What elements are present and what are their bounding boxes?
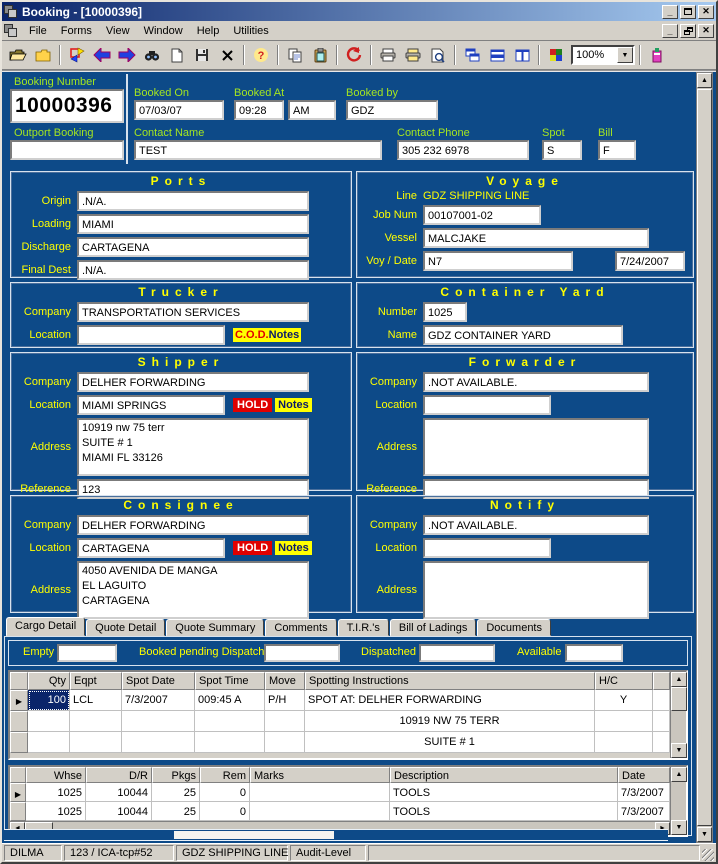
detail-cell-dr[interactable]: 10044 (86, 783, 152, 802)
voyage-title: Voyage (486, 174, 564, 188)
minimize-button[interactable]: _ (662, 5, 678, 19)
detail-cell-date[interactable]: 7/3/2007 (618, 783, 670, 802)
cargo-cell-move[interactable] (265, 711, 305, 732)
contact-phone-field[interactable]: 305 232 6978 (397, 140, 529, 160)
final-dest-label: Final Dest (21, 264, 71, 276)
form-vscrollbar[interactable] (696, 72, 713, 843)
detail-col-dr[interactable]: D/R (86, 767, 152, 783)
vessel-label: Vessel (384, 232, 417, 244)
cargo-cell-instructions[interactable]: 10919 NW 75 TERR (305, 711, 595, 732)
scroll-thumb[interactable] (671, 687, 687, 711)
origin-label: Origin (41, 195, 71, 207)
shipper-location-label: Location (29, 399, 71, 411)
toolbar (2, 41, 716, 70)
colors-icon[interactable] (544, 44, 568, 67)
detail-col-date[interactable]: Date (618, 767, 670, 783)
scroll-thumb[interactable] (174, 831, 334, 839)
status-filler (368, 845, 700, 861)
shipper-company-field[interactable]: DELHER FORWARDING (77, 372, 309, 392)
consignee-location-label: Location (29, 542, 71, 554)
booking-number-field[interactable]: 10000396 (10, 89, 124, 123)
notify-company-label: Company (369, 519, 417, 531)
contact-name-field[interactable]: TEST (134, 140, 382, 160)
detail-cell-pkgs[interactable]: 25 (152, 802, 200, 821)
tile-horizontal-icon[interactable] (485, 44, 509, 67)
notify-address-field[interactable] (423, 561, 649, 619)
tab-bar (6, 617, 692, 636)
origin-field[interactable]: .N/A. (77, 191, 309, 211)
cy-name-field[interactable]: GDZ CONTAINER YARD (423, 325, 623, 345)
cargo-cell-move[interactable]: P/H (265, 690, 305, 711)
cargo-col-eqpt[interactable]: Eqpt (70, 672, 122, 690)
cargo-col-spot-time[interactable]: Spot Time (195, 672, 265, 690)
menu-window[interactable]: Window (143, 24, 183, 37)
exit-icon[interactable] (645, 44, 669, 67)
detail-cell-dr[interactable]: 10044 (86, 802, 152, 821)
cargo-cell-eqpt[interactable] (70, 732, 122, 753)
empty-label: Empty (23, 646, 55, 658)
spot-field[interactable]: S (542, 140, 582, 160)
cargo-cell-qty[interactable] (28, 732, 70, 753)
scroll-down-icon[interactable]: ▼ (697, 827, 712, 842)
trucker-location-field[interactable] (77, 325, 225, 345)
notify-location-field[interactable] (423, 538, 551, 558)
detail-cell-marks[interactable] (250, 783, 390, 802)
forwarder-company-label: Company (369, 376, 417, 388)
status-session: 123 / ICA-tcp#52 (64, 845, 174, 861)
consignee-notes-badge[interactable]: Notes (275, 541, 312, 555)
container-yard-title: Container Yard (440, 285, 610, 299)
mdi-restore-button[interactable] (680, 24, 696, 38)
forwarder-location-label: Location (375, 399, 417, 411)
detail-col-rem[interactable]: Rem (200, 767, 250, 783)
booked-at-ampm-field[interactable]: AM (288, 100, 336, 120)
detail-col-description[interactable]: Description (390, 767, 618, 783)
spot-label: Spot (542, 127, 565, 139)
title-bar[interactable] (2, 2, 716, 21)
trucker-company-field[interactable]: TRANSPORTATION SERVICES (77, 302, 309, 322)
trucker-company-label: Company (23, 306, 71, 318)
consignee-title: Consignee (123, 498, 239, 512)
help-icon[interactable] (249, 44, 273, 67)
row-selector[interactable] (10, 732, 28, 753)
menu-bar (2, 21, 716, 41)
forwarder-address-label: Address (376, 441, 417, 453)
cargo-col-selector (10, 672, 28, 690)
detail-col-whse[interactable]: Whse (26, 767, 86, 783)
save-icon[interactable] (190, 44, 214, 67)
line-label: Line (396, 190, 417, 202)
booked-on-label: Booked On (134, 87, 190, 99)
detail-cell-whse[interactable]: 1025 (26, 783, 86, 802)
available-label: Available (517, 646, 562, 658)
discharge-label: Discharge (21, 241, 71, 253)
voyage-field[interactable]: N7 (423, 251, 573, 271)
detail-cell-date[interactable]: 7/3/2007 (618, 802, 670, 821)
tab-quote-detail[interactable]: Quote Detail (86, 619, 165, 636)
refresh-icon[interactable] (342, 44, 366, 67)
tab-quote-summary[interactable]: Quote Summary (166, 619, 264, 636)
cargo-col-qty[interactable]: Qty (28, 672, 70, 690)
open-icon[interactable] (6, 44, 30, 67)
forwarder-panel (356, 352, 694, 495)
new-doc-icon[interactable] (165, 44, 189, 67)
container-yard-panel (356, 282, 694, 348)
shipper-address-label: Address (30, 441, 71, 453)
paste-icon[interactable] (308, 44, 332, 67)
loading-label: Loading (31, 218, 71, 230)
detail-cell-whse[interactable]: 1025 (26, 802, 86, 821)
voy-date-label: Voy / Date (366, 255, 417, 267)
status-bar (2, 843, 716, 862)
resize-grip[interactable] (702, 849, 714, 861)
form-hscrollbar[interactable] (4, 829, 668, 841)
cargo-cell-instructions[interactable]: SPOT AT: DELHER FORWARDING (305, 690, 595, 711)
booked-at-label: Booked At (234, 87, 285, 99)
print-icon[interactable] (376, 44, 400, 67)
cy-name-label: Name (387, 329, 417, 341)
zoom-combo[interactable] (571, 45, 635, 65)
vessel-field[interactable]: MALCJAKE (423, 228, 649, 248)
line-value: GDZ SHIPPING LINE (423, 190, 530, 202)
scroll-down-icon[interactable]: ▼ (671, 820, 687, 835)
trucker-panel (10, 282, 352, 348)
shipper-title: Shipper (137, 355, 225, 369)
contact-phone-label: Contact Phone (397, 127, 470, 139)
contact-name-label: Contact Name (134, 127, 205, 139)
notify-company-field[interactable]: .NOT AVAILABLE. (423, 515, 649, 535)
dispatch-summary-bar (8, 640, 688, 666)
notify-title: Notify (490, 498, 560, 512)
prev-icon[interactable] (90, 44, 114, 67)
detail-cell-description[interactable]: TOOLS (390, 783, 618, 802)
cargo-cell-spot-time[interactable] (195, 732, 265, 753)
ports-panel (10, 171, 352, 278)
booked-by-label: Booked by (346, 87, 398, 99)
trucker-location-label: Location (29, 329, 71, 341)
cargo-grid (8, 670, 688, 760)
cargo-col-move[interactable]: Move (265, 672, 305, 690)
app-icon (4, 5, 18, 19)
browse-icon[interactable] (65, 44, 89, 67)
bill-field[interactable]: F (598, 140, 636, 160)
notify-panel (356, 495, 694, 613)
consignee-panel (10, 495, 352, 613)
dispatched-label: Dispatched (361, 646, 417, 658)
next-icon[interactable] (115, 44, 139, 67)
detail-cell-rem[interactable]: 0 (200, 802, 250, 821)
tile-vertical-icon[interactable] (510, 44, 534, 67)
shipper-reference-field[interactable]: 123 (77, 479, 309, 499)
forwarder-title: Forwarder (468, 355, 582, 369)
row-selector[interactable]: ▶ (10, 690, 28, 711)
loading-field[interactable]: MIAMI (77, 214, 309, 234)
close-button[interactable]: ✕ (698, 5, 714, 19)
job-num-field[interactable]: 00107001-02 (423, 205, 541, 225)
tab-cargo-detail[interactable]: Cargo Detail (6, 617, 85, 636)
cargo-cell-eqpt[interactable] (70, 711, 122, 732)
notify-location-label: Location (375, 542, 417, 554)
menu-forms[interactable]: Forms (60, 24, 92, 37)
status-line: GDZ SHIPPING LINE (176, 845, 288, 861)
forwarder-location-field[interactable] (423, 395, 551, 415)
shipper-reference-label: Reference (20, 483, 71, 495)
warehouse-grid (8, 765, 688, 837)
job-num-label: Job Num (372, 209, 417, 221)
cargo-cell-qty[interactable] (28, 711, 70, 732)
detail-cell-marks[interactable] (250, 802, 390, 821)
cargo-cell-instructions[interactable]: SUITE # 1 (305, 732, 595, 753)
forwarder-reference-label: Reference (366, 483, 417, 495)
row-selector[interactable]: ▶ (10, 783, 26, 802)
available-field[interactable] (565, 644, 623, 662)
booking-number-label: Booking Number (14, 76, 96, 88)
notify-address-label: Address (376, 584, 417, 596)
cargo-col-spot-date[interactable]: Spot Date (122, 672, 195, 690)
consignee-company-field[interactable]: DELHER FORWARDING (77, 515, 309, 535)
menu-view[interactable]: View (105, 24, 130, 37)
cargo-grid-scrollbar[interactable] (670, 672, 686, 758)
copy-icon[interactable] (283, 44, 307, 67)
final-dest-field[interactable]: .N/A. (77, 260, 309, 280)
booked-on-field[interactable]: 07/03/07 (134, 100, 224, 120)
shipper-address-field[interactable]: 10919 nw 75 terr SUITE # 1 MIAMI FL 33126 (77, 418, 309, 476)
tab-comments[interactable]: Comments (265, 619, 336, 636)
cargo-cell-move[interactable] (265, 732, 305, 753)
folder-icon[interactable] (31, 44, 55, 67)
cargo-cell-hc[interactable] (595, 732, 653, 753)
tab-bill-of-ladings[interactable]: Bill of Ladings (390, 619, 477, 636)
zoom-value: 100% (576, 49, 605, 61)
cargo-cell-qty[interactable]: 100 (28, 690, 70, 711)
window-title: Booking - [10000396] (22, 4, 143, 19)
cargo-cell-spot-time[interactable] (195, 711, 265, 732)
forwarder-address-field[interactable] (423, 418, 649, 476)
dispatched-field[interactable] (419, 644, 495, 662)
shipper-panel (10, 352, 352, 496)
print-preview-icon[interactable] (426, 44, 450, 67)
delete-icon[interactable] (215, 44, 239, 67)
detail-col-pkgs[interactable]: Pkgs (152, 767, 200, 783)
voyage-date-field[interactable]: 7/24/2007 (615, 251, 685, 271)
ports-title: Ports (150, 174, 212, 188)
detail-cell-pkgs[interactable]: 25 (152, 783, 200, 802)
cargo-cell-hc[interactable] (595, 711, 653, 732)
status-user: DILMA (4, 845, 62, 861)
consignee-location-field[interactable]: CARTAGENA (77, 538, 225, 558)
warehouse-grid-scrollbar[interactable] (670, 767, 686, 835)
menu-utilities[interactable]: Utilities (233, 24, 269, 37)
outport-booking-field[interactable] (10, 140, 124, 160)
cy-number-field[interactable]: 1025 (423, 302, 467, 322)
shipper-company-label: Company (23, 376, 71, 388)
consignee-address-label: Address (30, 584, 71, 596)
bill-label: Bill (598, 127, 613, 139)
mdi-minimize-button[interactable]: _ (662, 24, 678, 38)
booked-at-field[interactable]: 09:28 (234, 100, 284, 120)
row-selector[interactable] (10, 711, 28, 732)
outport-booking-label: Outport Booking (14, 127, 94, 139)
forwarder-company-field[interactable]: .NOT AVAILABLE. (423, 372, 649, 392)
tab-tirs[interactable]: T.I.R.'s (338, 619, 389, 636)
detail-col-selector (10, 767, 26, 783)
scroll-up-icon[interactable]: ▲ (671, 672, 687, 687)
scroll-up-icon[interactable]: ▲ (671, 767, 687, 782)
cascade-icon[interactable] (460, 44, 484, 67)
svg-text:?: ? (257, 50, 265, 62)
cargo-cell-spot-date[interactable]: 7/3/2007 (122, 690, 195, 711)
print-batch-icon[interactable] (401, 44, 425, 67)
consignee-hold-badge[interactable]: HOLD (233, 541, 272, 555)
scroll-up-icon[interactable]: ▲ (697, 73, 712, 88)
booked-by-field[interactable]: GDZ (346, 100, 438, 120)
cargo-cell-eqpt[interactable]: LCL (70, 690, 122, 711)
discharge-field[interactable]: CARTAGENA (77, 237, 309, 257)
cargo-col-instructions[interactable]: Spotting Instructions (305, 672, 595, 690)
detail-cell-description[interactable]: TOOLS (390, 802, 618, 821)
cargo-cell-spot-time[interactable]: 009:45 A (195, 690, 265, 711)
detail-cell-rem[interactable]: 0 (200, 783, 250, 802)
cargo-cell-spot-date[interactable] (122, 732, 195, 753)
cargo-col-hc[interactable]: H/C (595, 672, 653, 690)
mdi-close-button[interactable]: ✕ (698, 24, 714, 38)
cod-badge-text: C.O.D. (235, 329, 269, 341)
chevron-down-icon[interactable]: ▼ (617, 47, 633, 63)
status-audit-level: Audit-Level (290, 845, 366, 861)
shipper-hold-badge[interactable]: HOLD (233, 398, 272, 412)
detail-col-marks[interactable]: Marks (250, 767, 390, 783)
shipper-location-field[interactable]: MIAMI SPRINGS (77, 395, 225, 415)
maximize-button[interactable] (680, 5, 696, 19)
empty-field[interactable] (57, 644, 117, 662)
cargo-cell-spot-date[interactable] (122, 711, 195, 732)
tab-documents[interactable]: Documents (477, 619, 551, 636)
cargo-cell-hc[interactable]: Y (595, 690, 653, 711)
trucker-title: Trucker (138, 285, 224, 299)
consignee-company-label: Company (23, 519, 71, 531)
scroll-down-icon[interactable]: ▼ (671, 743, 687, 758)
cargo-detail-panel (4, 636, 692, 836)
row-selector[interactable] (10, 802, 26, 821)
menu-file[interactable]: File (29, 24, 47, 37)
voyage-panel (356, 171, 694, 278)
cod-notes-text: Notes (268, 329, 300, 341)
booking-header (2, 72, 692, 168)
booked-pending-field[interactable] (264, 644, 340, 662)
menu-help[interactable]: Help (196, 24, 220, 37)
mdi-child-icon[interactable] (4, 24, 18, 38)
booking-form (2, 70, 716, 843)
scroll-thumb[interactable] (697, 89, 712, 826)
consignee-address-field[interactable]: 4050 AVENIDA DE MANGA EL LAGUITO CARTAGENA (77, 561, 309, 619)
find-icon[interactable] (140, 44, 164, 67)
cy-number-label: Number (377, 306, 417, 318)
booked-pending-label: Booked pending Dispatch (139, 646, 265, 658)
cod-notes-badge[interactable] (233, 328, 301, 342)
shipper-notes-badge[interactable]: Notes (275, 398, 312, 412)
